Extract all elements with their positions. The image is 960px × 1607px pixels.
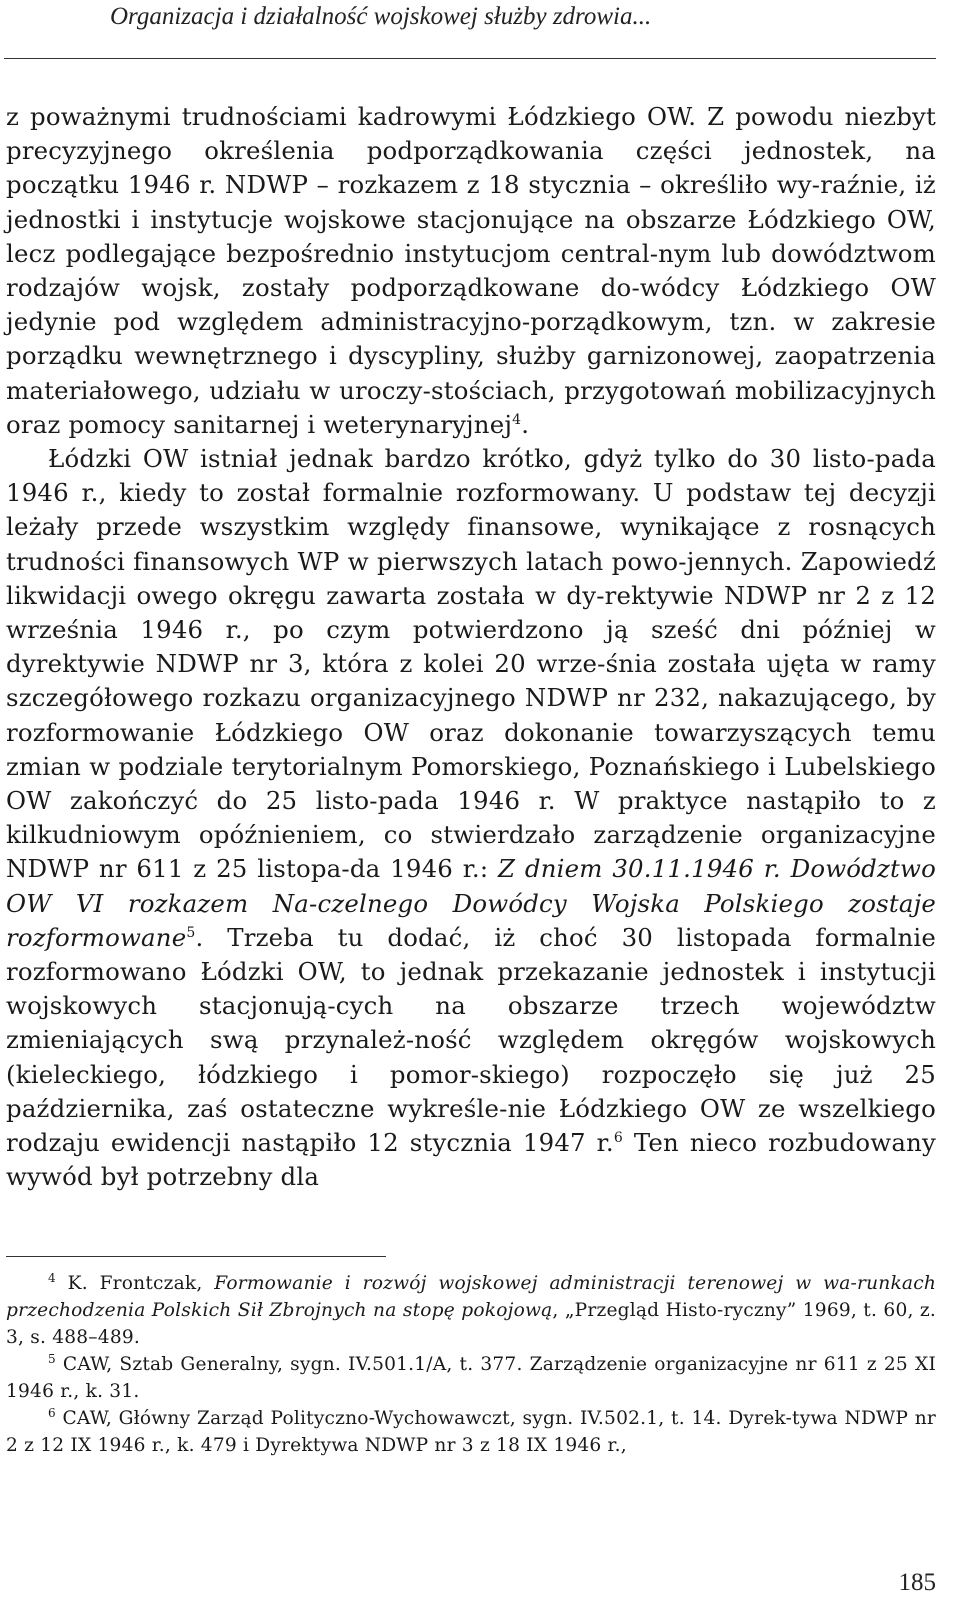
order-quote: Z dniem 30.11.1946 r. Dowództwo OW VI rozkazem Na-czelnego Dowódcy Wojska Polskiego zostaje rozformowane — [6, 854, 937, 952]
paragraph-2-text-a: Łódzki OW istniał jednak bardzo krótko, gdyż tylko do 30 listo-pada 1946 r., kiedy to został formalnie rozformowany. U podstaw tej decyzji leżały przede wszystkim względy finansowe, wynikające z rosnących trudności finansowych WP w pierwszych latach powo-jennych. Zapowiedź likwidacji owego okręgu zawarta została w dy-rektywie NDWP nr 2 z 12 września 1946 r., po czym potwierdzono ją sześć dni później w dyrektywie NDWP nr 3, która z kolei 20 wrze-śnia została ujęta w ramy szczegółowego rozkazu organizacyjnego NDWP nr 232, nakazującego, by rozformowanie Łódzkiego OW oraz dokonanie towarzyszących temu zmian w podziale terytorialnym Pomorskiego, Poznańskiego i Lubelskiego OW zakończyć do 25 listo-pada 1946 r. W praktyce nastąpiło to z kilkudniowym opóźnieniem, co stwierdzało zarządzenie organizacyjne NDWP nr 611 z 25 listopa-da 1946 r.: — [6, 444, 936, 884]
paragraph-2-text-b: . Trzeba tu dodać, iż choć 30 listopada formalnie rozformowano Łódzki OW, to jednak przekazanie jednostek i instytucji wojskowych stacjonują-cych na obszarze trzech województw zmieniających swą przynależ-ność względem okręgów wojskowych (kieleckiego, łódzkiego i pomor-skiego) rozpoczęło się już 25 października, zaś ostateczne wykreśle-nie Łódzkiego OW ze wszelkiego rodzaju ewidencji nastąpiło 12 stycznia 1947 r. — [6, 922, 936, 1158]
footnote-ref-5[interactable]: 5 — [186, 924, 196, 941]
header-rule — [4, 58, 936, 59]
footnote-5 — [6, 1351, 936, 1405]
footnote-number: 5 — [48, 1351, 56, 1366]
footnotes — [6, 1270, 936, 1459]
paragraph-1-end: . — [521, 409, 530, 439]
page-number: 185 — [898, 1569, 936, 1596]
footnote-title: Formowanie i rozwój wojskowej administracji terenowej w wa-runkach przechodzenia Polskich Sił Zbrojnych na stopę pokojową — [6, 1273, 936, 1321]
footnote-number: 4 — [48, 1270, 56, 1285]
paragraph-1-text: z poważnymi trudnościami kadrowymi Łódzkiego OW. Z powodu niezbyt precyzyjnego określenia podporządkowania części jednostek, na początku 1946 r. NDWP – rozkazem z 18 stycznia – określiło wy-raźnie, iż jednostki i instytucje wojskowe stacjonujące na obszarze Łódzkiego OW, lecz podlegające bezpośrednio instytucjom central-nym lub dowództwom rodzajów wojsk, zostały podporządkowane do-wódcy Łódzkiego OW jedynie pod względem administracyjno-porządkowym, tzn. w zakresie porządku wewnętrznego i dyscypliny, służby garnizonowej, zaopatrzenia materiałowego, udziału w uroczy-stościach, przygotowań mobilizacyjnych oraz pomocy sanitarnej i weterynaryjnej — [6, 102, 936, 439]
footnote-rule — [6, 1256, 386, 1257]
footnote-ref-4[interactable]: 4 — [512, 411, 522, 428]
footnote-text-end: , „Przegląd Histo-ryczny” 1969, t. 60, z. 3, s. 488–489. — [6, 1300, 937, 1348]
footnote-number: 6 — [48, 1405, 56, 1420]
paragraph-2 — [6, 442, 936, 1194]
footnote-ref-6[interactable]: 6 — [613, 1129, 623, 1146]
paragraph-2-text-c: Ten nieco rozbudowany wywód był potrzebny dla — [6, 1128, 937, 1192]
paragraph-1 — [6, 100, 936, 442]
footnote-6 — [6, 1405, 936, 1459]
running-header: Organizacja i działalność wojskowej służby zdrowia... — [110, 3, 652, 30]
footnote-text: CAW, Sztab Generalny, sygn. IV.501.1/A, t. 377. Zarządzenie organizacyjne nr 611 z 25 XI 1946 r., k. 31. — [6, 1354, 936, 1402]
footnote-text: K. Frontczak, — [55, 1273, 215, 1294]
footnote-text: CAW, Główny Zarząd Polityczno-Wychowawczt, sygn. IV.502.1, t. 14. Dyrek-tywa NDWP nr 2 z 12 IX 1946 r., k. 479 i Dyrektywa NDWP nr 3 z 18 IX 1946 r., — [6, 1408, 936, 1456]
main-text — [6, 100, 936, 1195]
footnote-4 — [6, 1270, 936, 1351]
